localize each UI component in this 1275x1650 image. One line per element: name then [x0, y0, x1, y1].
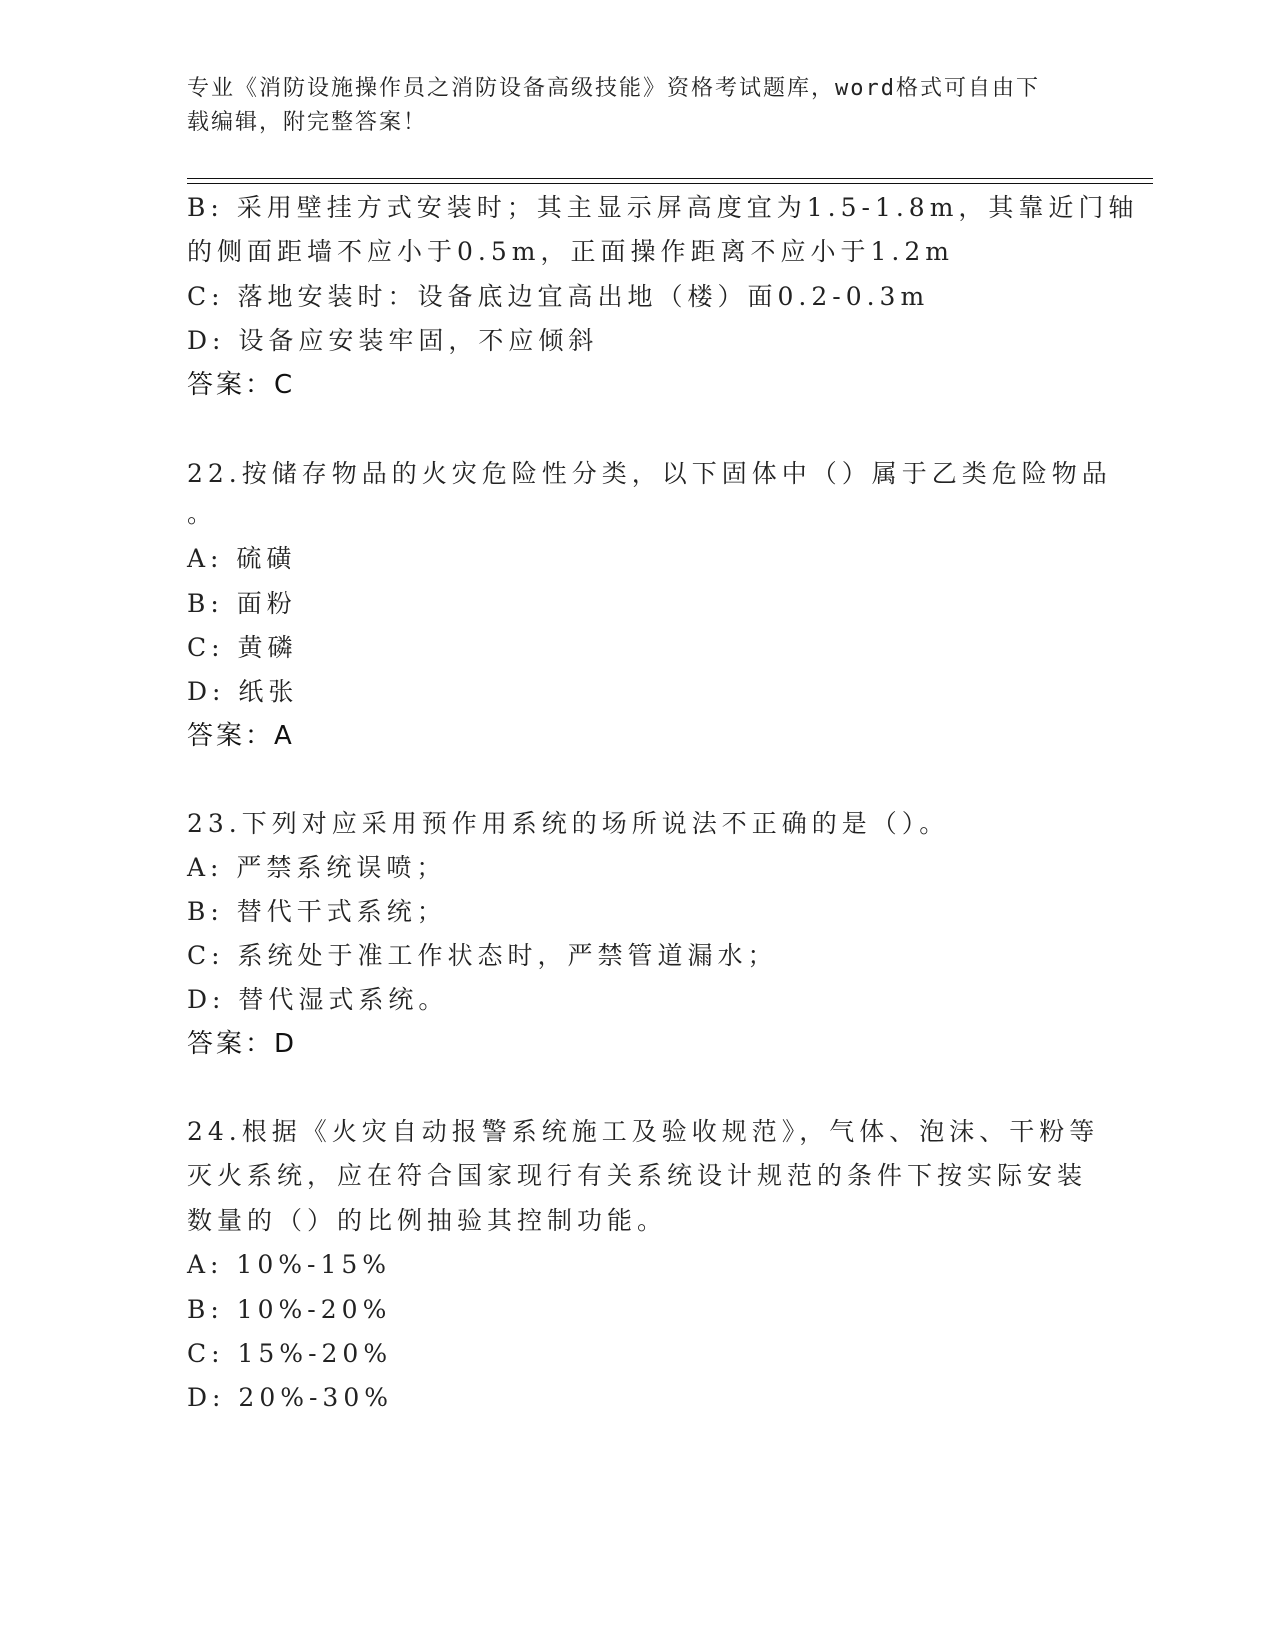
q24-stem-line1: 24.根据《火灾自动报警系统施工及验收规范》，气体、泡沫、干粉等 — [187, 1117, 1100, 1146]
q24-stem-line3: 数量的（）的比例抽验其控制功能。 — [187, 1206, 668, 1235]
q21-option-d: D: 设备应安装牢固，不应倾斜 — [187, 326, 599, 355]
q24-option-d: D: 20%-30% — [187, 1383, 393, 1412]
q24-option-c: C: 15%-20% — [187, 1339, 393, 1368]
header-divider-bottom — [187, 183, 1153, 184]
q21-answer: 答案：C — [187, 370, 296, 400]
q21-option-b-line1: B: 采用壁挂方式安装时；其主显示屏高度宜为1.5-1.8m，其靠近门轴 — [187, 193, 1139, 222]
q22-option-b: B: 面粉 — [187, 589, 297, 618]
q23-option-a: A: 严禁系统误喷； — [187, 853, 447, 882]
q21-option-b-line2: 的侧面距墙不应小于0.5m，正面操作距离不应小于1.2m — [187, 237, 954, 266]
q24-stem-line2: 灭火系统，应在符合国家现行有关系统设计规范的条件下按实际安装 — [187, 1161, 1088, 1190]
header-line-1: 专业《消防设施操作员之消防设备高级技能》资格考试题库，word格式可自由下 — [187, 76, 1040, 101]
q24-option-a: A: 10%-15% — [187, 1250, 392, 1279]
q22-answer: 答案：A — [187, 721, 295, 751]
q22-stem-line1: 22.按储存物品的火灾危险性分类，以下固体中（）属于乙类危险物品 — [187, 459, 1112, 488]
q23-option-d: D: 替代湿式系统。 — [187, 985, 449, 1014]
q23-option-c: C: 系统处于准工作状态时，严禁管道漏水； — [187, 941, 778, 970]
q23-stem: 23.下列对应采用预作用系统的场所说法不正确的是（）。 — [187, 809, 950, 838]
q24-option-b: B: 10%-20% — [187, 1295, 392, 1324]
header-line-2: 载编辑，附完整答案！ — [187, 110, 428, 135]
header-divider-top — [187, 178, 1153, 179]
q22-option-c: C: 黄磷 — [187, 633, 298, 662]
q22-option-a: A: 硫磺 — [187, 544, 297, 573]
q23-answer: 答案：D — [187, 1029, 298, 1059]
q21-option-c: C: 落地安装时：设备底边宜高出地（楼）面0.2-0.3m — [187, 282, 930, 311]
q23-option-b: B: 替代干式系统； — [187, 897, 447, 926]
q22-option-d: D: 纸张 — [187, 677, 299, 706]
document-header — [187, 72, 1087, 140]
q22-stem-line2: 。 — [187, 499, 218, 528]
